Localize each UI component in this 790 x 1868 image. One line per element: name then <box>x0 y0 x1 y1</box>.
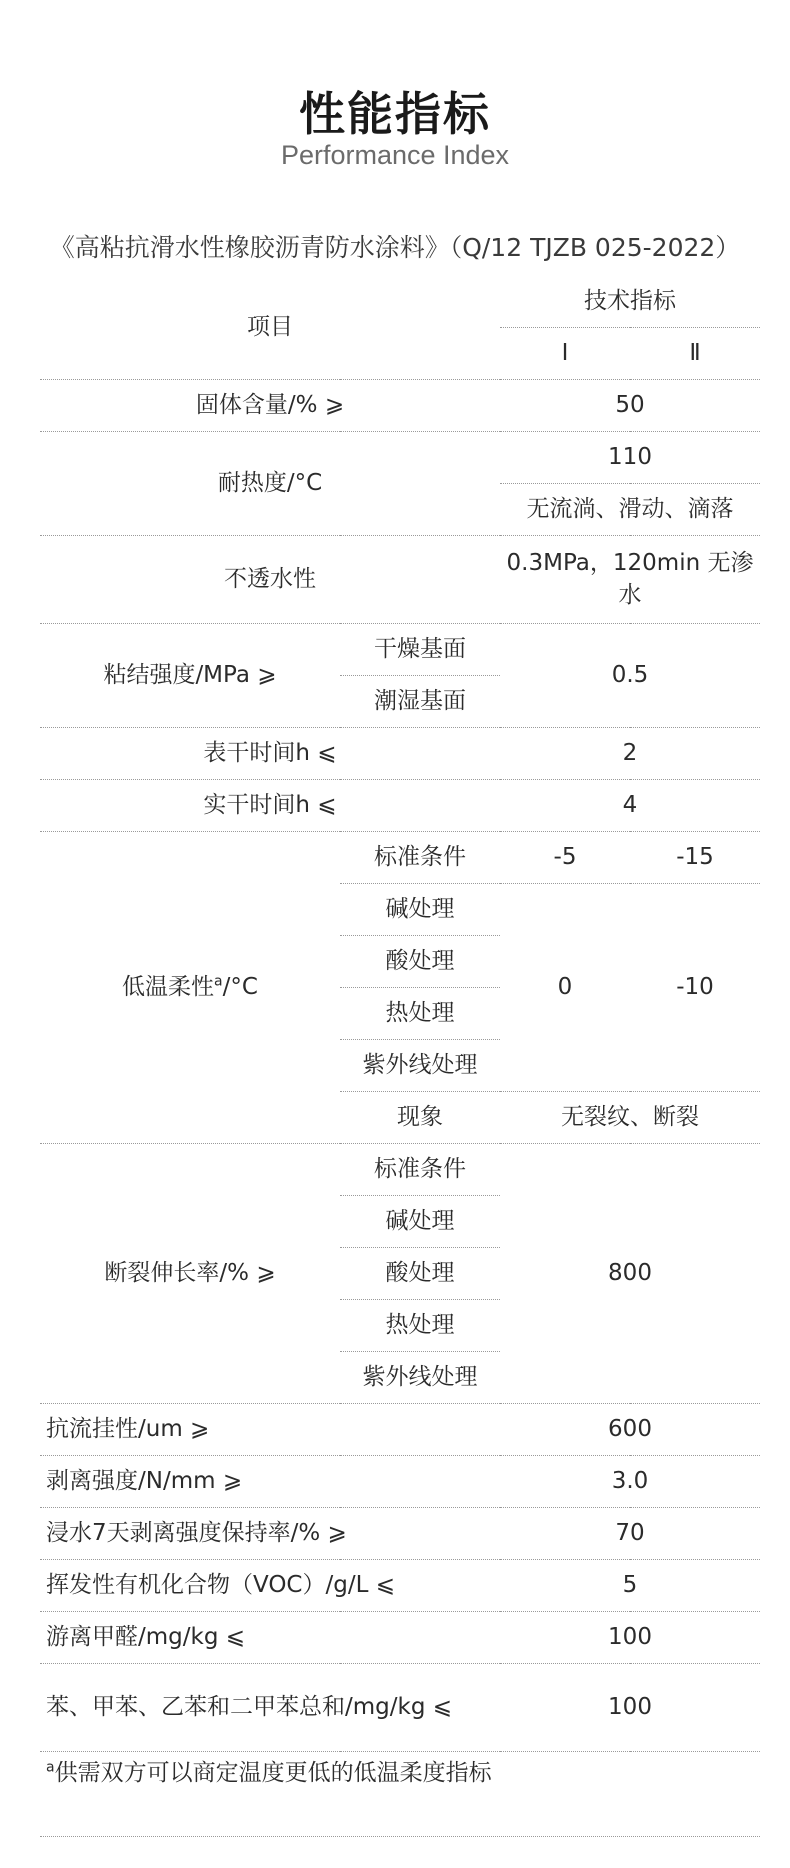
row-label: 挥发性有机化合物（VOC）/g/L ⩽ <box>40 1559 500 1611</box>
standard-name: 《高粘抗滑水性橡胶沥青防水涂料》（Q/12 TJZB 025-2022） <box>49 233 741 262</box>
sub-label: 干燥基面 <box>340 623 500 675</box>
row-label <box>40 831 340 1143</box>
sub-label: 热处理 <box>340 987 500 1039</box>
header-grade-1: Ⅰ <box>500 327 630 379</box>
low-temp-unit: /°C <box>222 973 258 1000</box>
grade-1-value: -5 <box>500 831 630 883</box>
row-label: 实干时间h ⩽ <box>40 779 500 831</box>
row-value: 3.0 <box>500 1455 760 1507</box>
table-row <box>40 831 760 883</box>
row-value: 2 <box>500 727 760 779</box>
row-value: 100 <box>500 1663 760 1751</box>
sub-label: 酸处理 <box>340 935 500 987</box>
performance-table <box>40 275 760 1752</box>
row-label: 浸水7天剥离强度保持率/% ⩾ <box>40 1507 500 1559</box>
header-item: 项目 <box>40 275 500 379</box>
table-row <box>40 535 760 623</box>
table-row <box>40 379 760 431</box>
footnote-marker: a <box>214 973 223 990</box>
row-value: 800 <box>500 1143 760 1403</box>
table-row <box>40 1507 760 1559</box>
row-value: 50 <box>500 379 760 431</box>
row-label: 固体含量/% ⩾ <box>40 379 500 431</box>
header-tech: 技术指标 <box>500 275 760 327</box>
row-value: 4 <box>500 779 760 831</box>
footnote <box>46 1754 746 1787</box>
table-row <box>40 623 760 675</box>
grade-2-value: -15 <box>630 831 760 883</box>
row-label: 抗流挂性/um ⩾ <box>40 1403 500 1455</box>
sub-label: 现象 <box>340 1091 500 1143</box>
sub-label: 标准条件 <box>340 1143 500 1195</box>
row-value: 5 <box>500 1559 760 1611</box>
sub-label: 酸处理 <box>340 1247 500 1299</box>
row-value: 70 <box>500 1507 760 1559</box>
sub-label: 标准条件 <box>340 831 500 883</box>
bottom-divider <box>40 1836 760 1837</box>
phenomenon-value: 无裂纹、断裂 <box>500 1091 760 1143</box>
sub-label: 碱处理 <box>340 1195 500 1247</box>
page-title: 性能指标 <box>299 87 491 141</box>
row-label: 耐热度/°C <box>40 431 500 535</box>
row-value: 600 <box>500 1403 760 1455</box>
row-label: 游离甲醛/mg/kg ⩽ <box>40 1611 500 1663</box>
table-row <box>40 1403 760 1455</box>
page-subtitle: Performance Index <box>280 140 510 170</box>
header-grade-2: Ⅱ <box>630 327 760 379</box>
footnote-marker: a <box>46 1759 55 1776</box>
row-label: 粘结强度/MPa ⩾ <box>40 623 340 727</box>
sub-label: 碱处理 <box>340 883 500 935</box>
row-label: 断裂伸长率/% ⩾ <box>40 1143 340 1403</box>
row-label: 表干时间h ⩽ <box>40 727 500 779</box>
row-value: 0.3MPa，120min 无渗水 <box>500 535 760 623</box>
sub-label: 紫外线处理 <box>340 1351 500 1403</box>
row-note: 无流淌、滑动、滴落 <box>500 483 760 535</box>
row-label: 苯、甲苯、乙苯和二甲苯总和/mg/kg ⩽ <box>40 1663 500 1751</box>
table-row <box>40 1559 760 1611</box>
footnote-text: 供需双方可以商定温度更低的低温柔度指标 <box>54 1760 492 1786</box>
row-label: 不透水性 <box>40 535 500 623</box>
row-value: 110 <box>500 431 760 483</box>
sub-label: 紫外线处理 <box>340 1039 500 1091</box>
grade-2-value: -10 <box>630 883 760 1091</box>
low-temp-label: 低温柔性 <box>122 973 215 1000</box>
table-row <box>40 1455 760 1507</box>
row-label: 剥离强度/N/mm ⩾ <box>40 1455 500 1507</box>
sub-label: 潮湿基面 <box>340 675 500 727</box>
row-value: 0.5 <box>500 623 760 727</box>
table-row <box>40 727 760 779</box>
grade-1-value: 0 <box>500 883 630 1091</box>
sub-label: 热处理 <box>340 1299 500 1351</box>
row-value: 100 <box>500 1611 760 1663</box>
table-row <box>40 1663 760 1751</box>
table-row <box>40 1143 760 1195</box>
table-row <box>40 1611 760 1663</box>
table-row <box>40 779 760 831</box>
table-row <box>40 431 760 483</box>
